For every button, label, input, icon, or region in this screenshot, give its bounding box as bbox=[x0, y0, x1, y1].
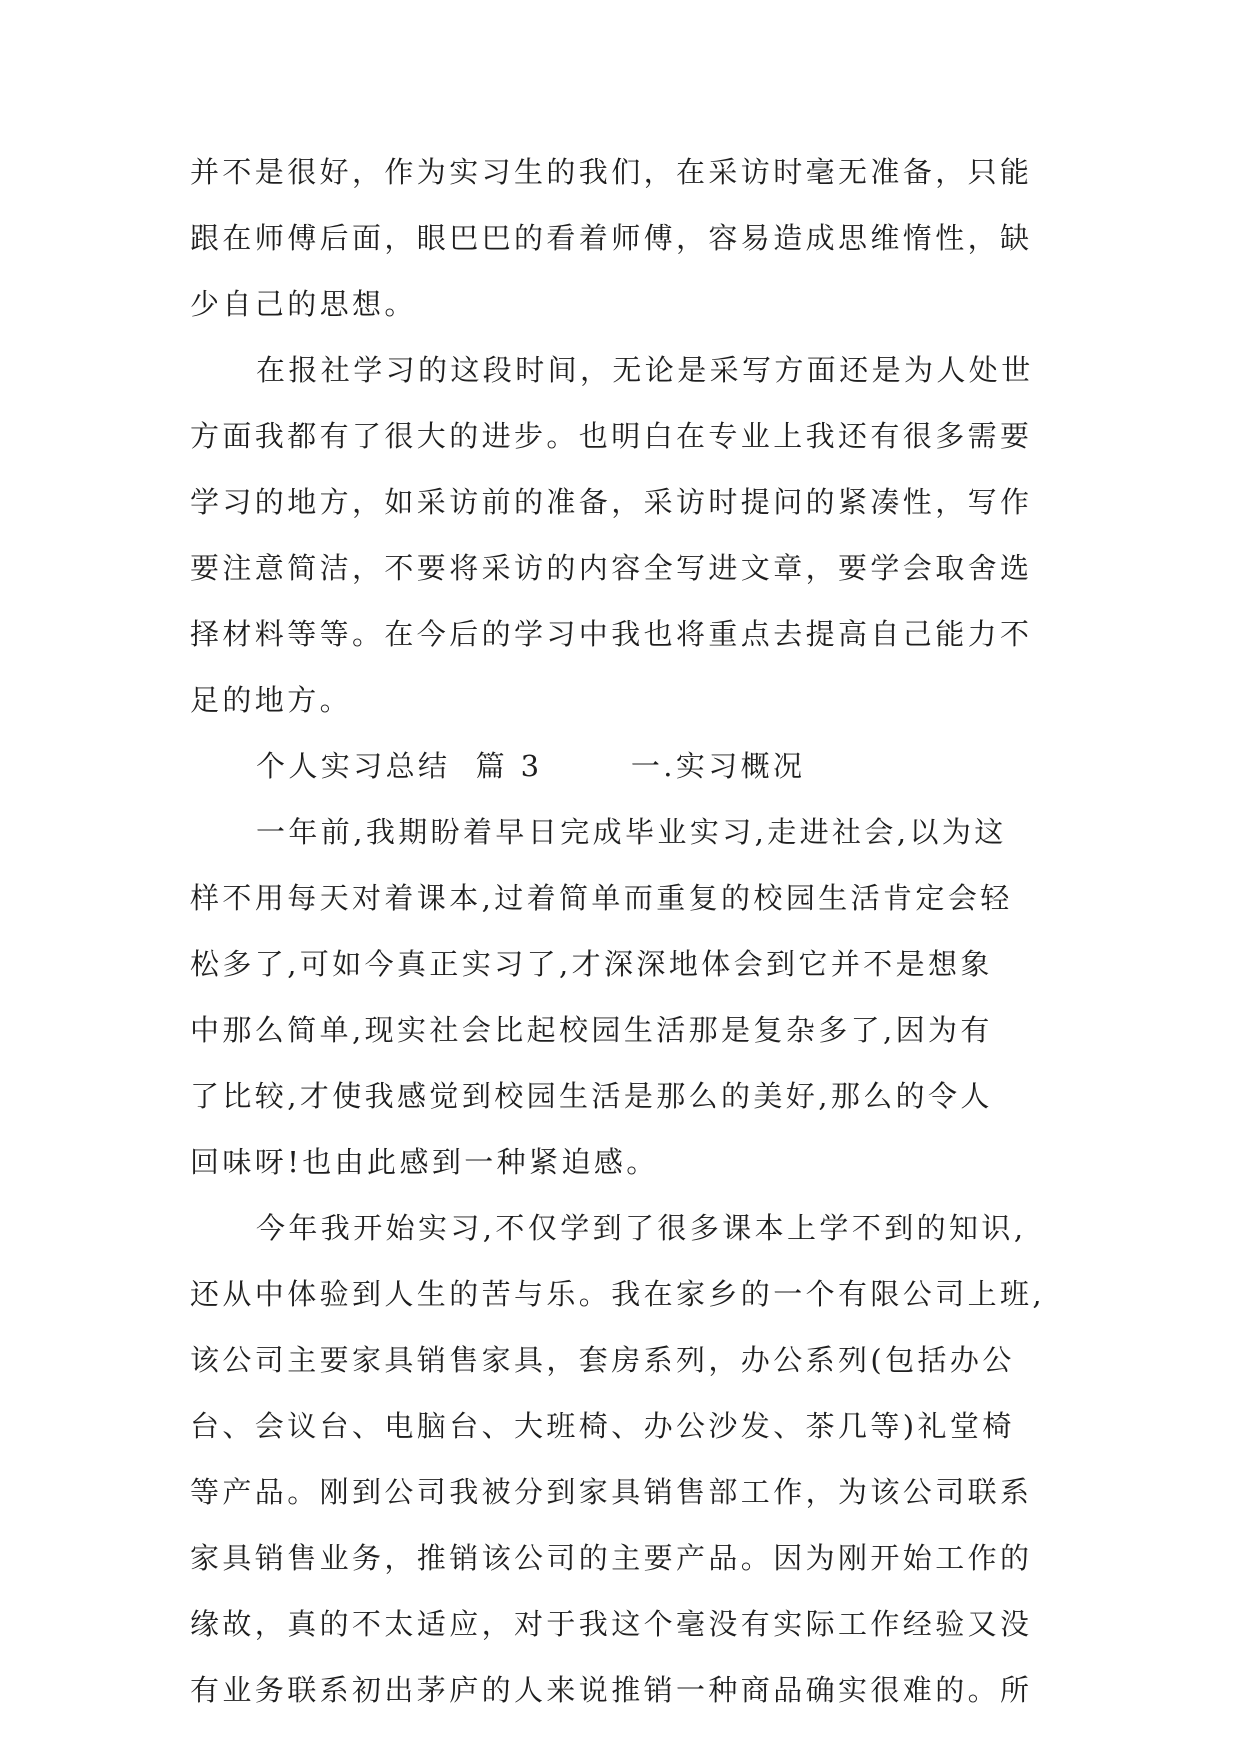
text-line: 要注意简洁，不要将采访的内容全写进文章，要学会取舍选 bbox=[190, 551, 1033, 585]
text-line: 学习的地方，如采访前的准备，采访时提问的紧凑性，写作 bbox=[190, 485, 1033, 519]
text-line: 方面我都有了很大的进步。也明白在专业上我还有很多需要 bbox=[190, 419, 1033, 453]
text-line: 一年前,我期盼着早日完成毕业实习,走进社会,以为这 bbox=[256, 815, 1007, 849]
text-line: 等产品。刚到公司我被分到家具销售部工作，为该公司联系 bbox=[190, 1475, 1033, 1509]
text-line: 该公司主要家具销售家具，套房系列，办公系列(包括办公 bbox=[190, 1343, 1015, 1377]
text-line: 少自己的思想。 bbox=[190, 287, 417, 321]
text-line: 并不是很好，作为实习生的我们，在采访时毫无准备，只能 bbox=[190, 155, 1033, 189]
section-heading: 个人实习总结 篇 3 一.实习概况 bbox=[256, 749, 806, 783]
text-line: 台、会议台、电脑台、大班椅、办公沙发、茶几等)礼堂椅 bbox=[190, 1409, 1015, 1443]
text-line: 今年我开始实习,不仅学到了很多课本上学不到的知识, bbox=[256, 1211, 1027, 1245]
text-line: 中那么简单,现实社会比起校园生活那是复杂多了,因为有 bbox=[190, 1013, 993, 1047]
text-line: 了比较,才使我感觉到校园生活是那么的美好,那么的令人 bbox=[190, 1079, 993, 1113]
text-line: 择材料等等。在今后的学习中我也将重点去提高自己能力不 bbox=[190, 617, 1033, 651]
text-line: 在报社学习的这段时间，无论是采写方面还是为人处世 bbox=[256, 353, 1034, 387]
text-line: 缘故，真的不太适应，对于我这个毫没有实际工作经验又没 bbox=[190, 1607, 1033, 1641]
text-line: 家具销售业务，推销该公司的主要产品。因为刚开始工作的 bbox=[190, 1541, 1033, 1575]
text-line: 足的地方。 bbox=[190, 683, 353, 717]
text-line: 有业务联系初出茅庐的人来说推销一种商品确实很难的。所 bbox=[190, 1673, 1033, 1707]
text-line: 回味呀!也由此感到一种紧迫感。 bbox=[190, 1145, 659, 1179]
text-line: 还从中体验到人生的苦与乐。我在家乡的一个有限公司上班, bbox=[190, 1277, 1046, 1311]
text-line: 跟在师傅后面，眼巴巴的看着师傅，容易造成思维惰性，缺 bbox=[190, 221, 1033, 255]
text-line: 松多了,可如今真正实习了,才深深地体会到它并不是想象 bbox=[190, 947, 993, 981]
text-line: 样不用每天对着课本,过着简单而重复的校园生活肯定会轻 bbox=[190, 881, 1013, 915]
